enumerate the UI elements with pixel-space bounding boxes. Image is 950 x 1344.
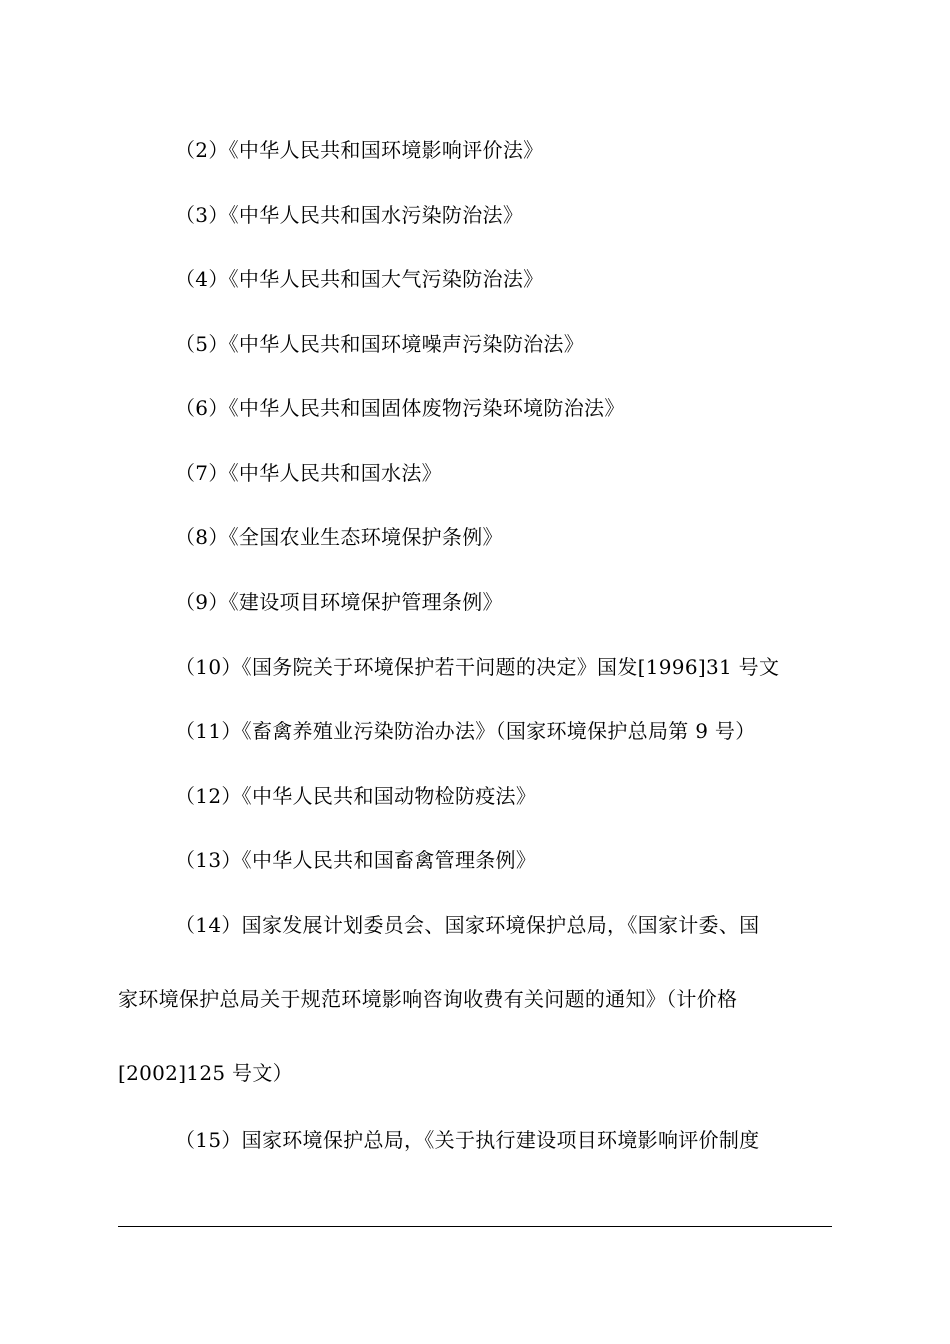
reference-item-3: （3）《中华人民共和国水污染防治法》 bbox=[175, 203, 524, 227]
reference-item-14: （14）国家发展计划委员会、国家环境保护总局，《国家计委、国 bbox=[175, 913, 760, 937]
reference-item-12: （12）《中华人民共和国动物检防疫法》 bbox=[175, 784, 537, 808]
reference-item-2: （2）《中华人民共和国环境影响评价法》 bbox=[175, 138, 544, 162]
reference-item-6: （6）《中华人民共和国固体废物污染环境防治法》 bbox=[175, 396, 625, 420]
reference-item-9: （9）《建设项目环境保护管理条例》 bbox=[175, 590, 503, 614]
reference-item-15: （15）国家环境保护总局，《关于执行建设项目环境影响评价制度 bbox=[175, 1128, 760, 1152]
reference-item-5: （5）《中华人民共和国环境噪声污染防治法》 bbox=[175, 332, 585, 356]
reference-item-4: （4）《中华人民共和国大气污染防治法》 bbox=[175, 267, 544, 291]
reference-item-10: （10）《国务院关于环境保护若干问题的决定》国发[1996]31 号文 bbox=[175, 655, 780, 679]
reference-item-13: （13）《中华人民共和国畜禽管理条例》 bbox=[175, 848, 537, 872]
footer-divider bbox=[118, 1226, 832, 1227]
reference-item-8: （8）《全国农业生态环境保护条例》 bbox=[175, 525, 503, 549]
reference-item-14-continued: 家环境保护总局关于规范环境影响咨询收费有关问题的通知》（计价格 bbox=[118, 987, 738, 1011]
reference-item-11: （11）《畜禽养殖业污染防治办法》（国家环境保护总局第 9 号） bbox=[175, 719, 756, 743]
reference-item-7: （7）《中华人民共和国水法》 bbox=[175, 461, 442, 485]
reference-item-14-continued-2: [2002]125 号文） bbox=[118, 1061, 293, 1085]
